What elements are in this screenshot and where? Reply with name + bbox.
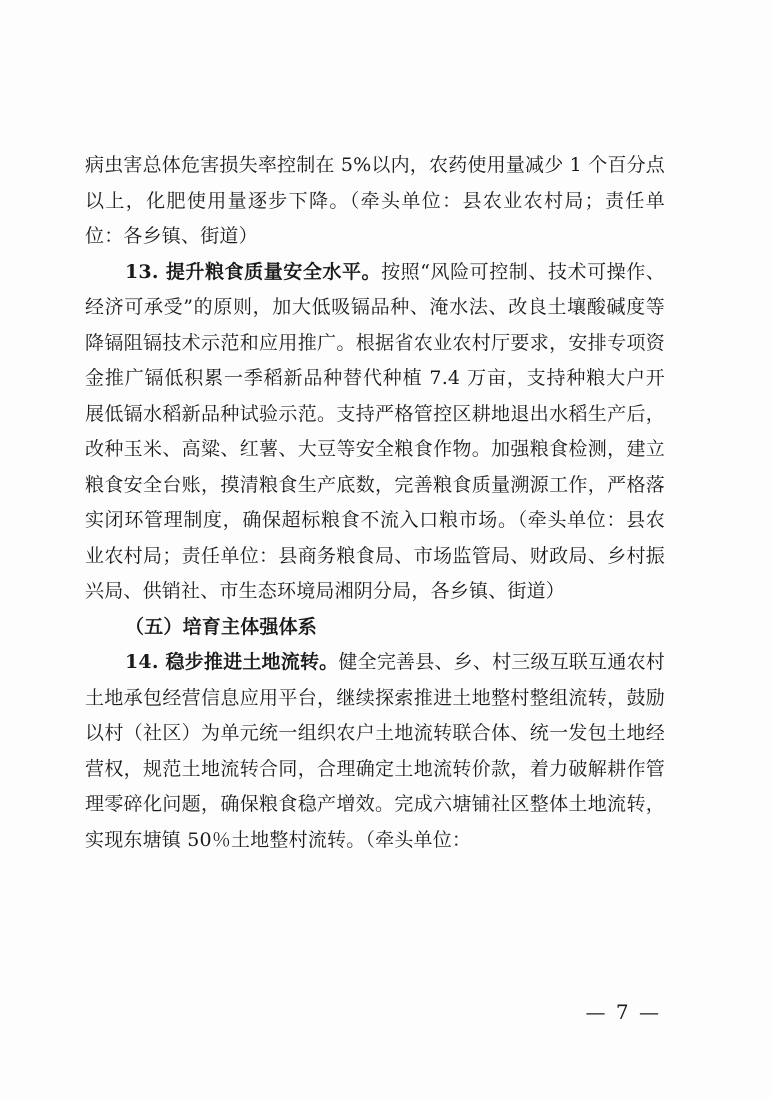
paragraph-continued xyxy=(85,148,665,255)
paragraph-text: 病虫害总体危害损失率控制在 5%以内，农药使用量减少 1 个百分点以上，化肥使用量逐步下降。（牵头单位：县农业农村局；责任单位：各乡镇、街道） xyxy=(85,154,665,247)
paragraph-14 xyxy=(85,645,665,858)
paragraph-text: 健全完善县、乡、村三级互联互通农村土地承包经营信息应用平台，继续探索推进土地整村整组流转，鼓励以村（社区）为单元统一组织农户土地流转联合体、统一发包土地经营权，规范土地流转合同，合理确定土地流转价款，着力破解耕作管理零碎化问题，确保粮食稳产增效。完成六塘铺社区整体土地流转，实现东塘镇 50％土地整村流转。（牵头单位： xyxy=(85,651,665,851)
paragraph-13 xyxy=(85,255,665,610)
body-text xyxy=(85,148,665,858)
page-number: — 7 — xyxy=(585,1000,661,1024)
paragraph-lead: 13. 提升粮食质量安全水平。 xyxy=(125,260,382,283)
paragraph-lead: 14. 稳步推进土地流转。 xyxy=(125,651,339,673)
section-heading: （五）培育主体强体系 xyxy=(125,615,318,638)
paragraph-text: 按照“风险可控制、技术可操作、经济可承受”的原则，加大低吸镉品种、淹水法、改良土壤酸碱度等降镉阻镉技术示范和应用推广。根据省农业农村厅要求，安排专项资金推广镉低积累一季稻新品种替代种植 7.4 万亩，支持种粮大户开展低镉水稻新品种试验示范。支持严格管控区耕地退出水稻生产后，改种玉米、高粱、红薯、大豆等安全粮食作物。加强粮食检测，建立粮食安全台账，摸清粮食生产底数，完善粮食质量溯源工作，严格落实闭环管理制度，确保超标粮食不流入口粮市场。（牵头单位：县农业农村局；责任单位：县商务粮食局、市场监管局、财政局、乡村振兴局、供销社、市生态环境局湘阴分局，各乡镇、街道） xyxy=(85,260,665,602)
